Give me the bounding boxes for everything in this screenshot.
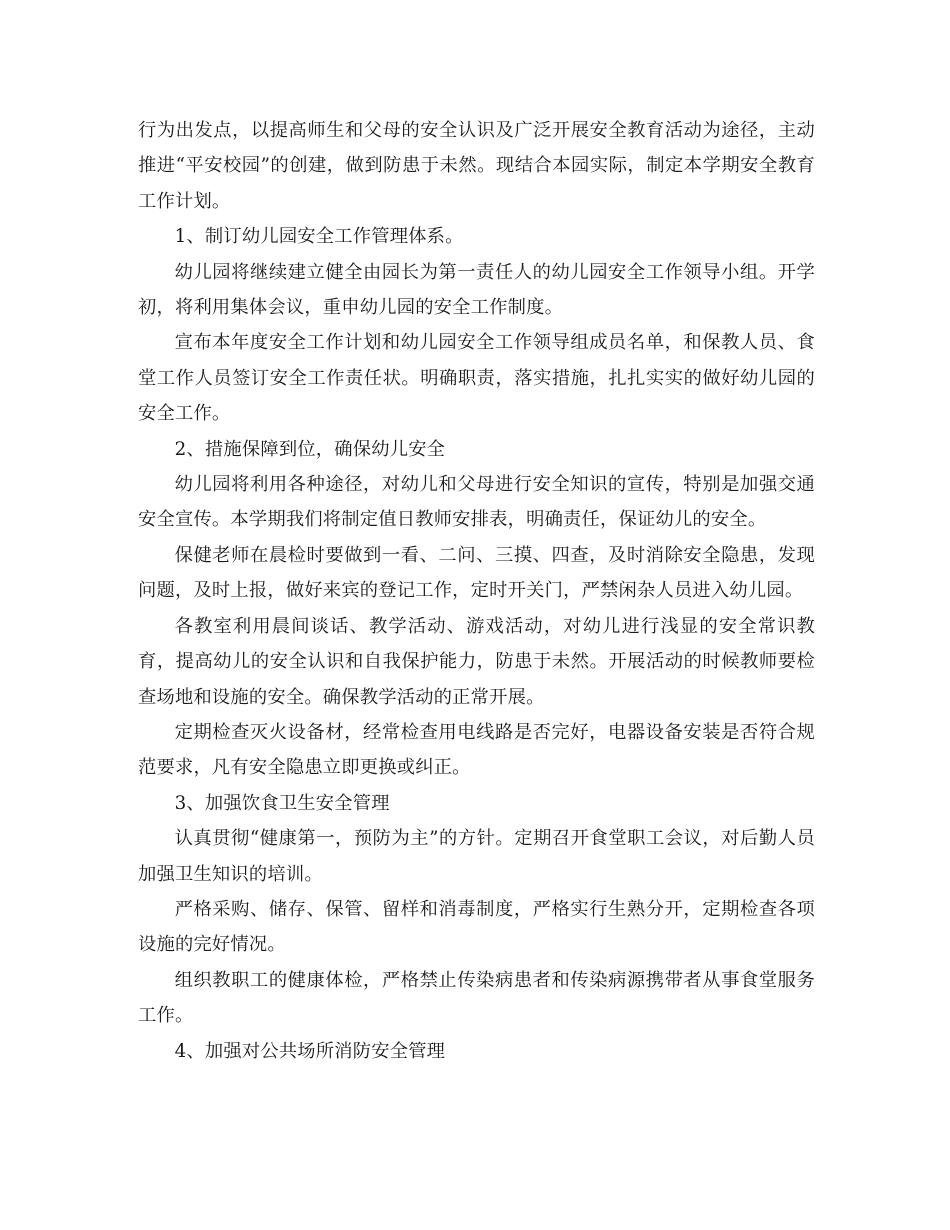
paragraph: 严格采购、储存、保管、留样和消毒制度，严格实行生熟分开，定期检查各项设施的完好情况。 (138, 898, 815, 956)
section-heading-2: 2、措施保障到位，确保幼儿安全 (174, 438, 446, 460)
paragraph: 各教室利用晨间谈话、教学活动、游戏活动，对幼儿进行浅显的安全常识教育，提高幼儿的安全认识和自我保护能力，防患于未然。开展活动的时候教师要检查场地和设施的安全。确保教学活动的正常开展。 (138, 615, 815, 708)
paragraph: 保健老师在晨检时要做到一看、二问、三摸、四查，及时消除安全隐患，发现问题，及时上报，做好来宾的登记工作，定时开关门，严禁闲杂人员进入幼儿园。 (138, 544, 815, 602)
paragraph: 幼儿园将继续建立健全由园长为第一责任人的幼儿园安全工作领导小组。开学初，将利用集体会议，重申幼儿园的安全工作制度。 (138, 261, 815, 319)
paragraph: 认真贯彻“健康第一，预防为主”的方针。定期召开食堂职工会议，对后勤人员加强卫生知识的培训。 (138, 828, 815, 885)
section-heading-4: 4、加强对公共场所消防安全管理 (174, 1040, 446, 1062)
document-body (138, 113, 815, 1069)
paragraph-intro-continued: 行为出发点，以提高师生和父母的安全认识及广泛开展安全教育活动为途径，主动推进“平安校园”的创建，做到防患于未然。现结合本园实际，制定本学期安全教育工作计划。 (138, 120, 815, 212)
section-heading-3: 3、加强饮食卫生安全管理 (174, 792, 390, 814)
section-heading-1: 1、制订幼儿园安全工作管理体系。 (174, 226, 464, 248)
paragraph: 幼儿园将利用各种途径，对幼儿和父母进行安全知识的宣传，特别是加强交通安全宣传。本学期我们将制定值日教师安排表，明确责任，保证幼儿的安全。 (138, 474, 815, 531)
paragraph: 宣布本年度安全工作计划和幼儿园安全工作领导组成员名单，和保教人员、食堂工作人员签订安全工作责任状。明确职责，落实措施，扎扎实实的做好幼儿园的安全工作。 (138, 332, 815, 425)
paragraph: 定期检查灭火设备材，经常检查用电线路是否完好，电器设备安装是否符合规范要求，凡有安全隐患立即更换或纠正。 (138, 721, 815, 779)
paragraph: 组织教职工的健康体检，严格禁止传染病患者和传染病源携带者从事食堂服务工作。 (138, 969, 815, 1027)
